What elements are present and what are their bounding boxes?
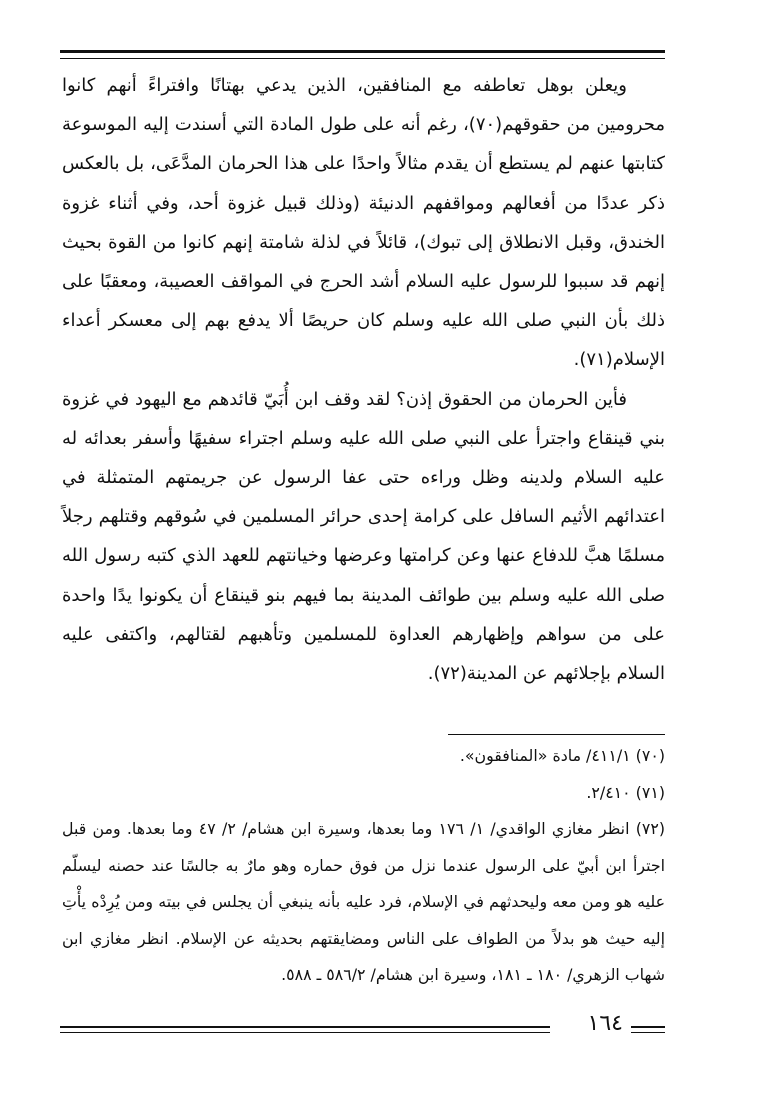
footer-rule-left [60, 1026, 550, 1033]
page-number: ١٦٤ [587, 1011, 623, 1036]
footnote-72 [62, 811, 665, 994]
text-line: النبي صلى الله عليه وسلم كان حريصًا ألا يدفع بهم إلى معسكر أعداء الإسلام(٧١). [62, 310, 665, 371]
footnote-separator [448, 734, 665, 735]
header-rule-thick [60, 50, 665, 53]
text-line: وقبل الانطلاق إلى تبوك)، قائلاً في لذلة شامتة إنهم كانوا من القوة بحيث إنهم قد [62, 231, 665, 293]
page-footer [60, 1011, 665, 1045]
text-line: بني قينقاع واجترأ على النبي صلى الله عليه وسلم اجتراء سفيهًا وأسفر بعدائه له [62, 427, 665, 449]
footnote-line: بيته ومن يُرِدْه يأْتِ إليه حيث هو بدلاً من الطواف على الناس ومضايقتهم بحديثه عن [62, 892, 665, 948]
footnote-line: (٧٢) انظر مغازي الواقدي/ ١/ ١٧٦ وما بعدها، وسيرة ابن هشام/ ٢/ ٤٧ وما بعدها. [126, 819, 666, 838]
paragraph-2 [62, 380, 665, 694]
footnote-line: ٥٨٨. [281, 965, 312, 984]
text-line: عن المدينة(٧٢). [427, 663, 548, 685]
text-line: للدفاع عنها وعن كرامتها وعرضها وخيانتهم للعهد الذي كتبه رسول الله صلى الله [62, 545, 666, 606]
text-line: فأين الحرمان من الحقوق إذن؟ لقد وقف ابن أُبَيّ قائدهم مع اليهود في غزوة [62, 388, 627, 410]
text-line: عنهم لم يستطع أن يقدم مثالاً واحدًا على هذا الحرمان المدَّعَى، بل بالعكس ذكر [62, 153, 665, 214]
text-line: عددًا من أفعالهم ومواقفهم الدنيئة (وذلك قبيل غزوة أحد، وفي أثناء غزوة الخندق، [62, 192, 665, 253]
main-text [62, 66, 665, 693]
text-line: ويعلن بوهل تعاطفه مع المنافقين، الذين يدعي بهتانًا وافتراءً أنهم كانوا [62, 75, 627, 96]
footnote-line: ومن قبل اجترأ ابن أبيّ على الرسول عندما نزل من فوق حماره وهو مارٌ به جالسًا عند [62, 819, 665, 875]
paragraph-1 [62, 66, 665, 380]
footer-rule-right [631, 1026, 665, 1033]
text-line: سببوا للرسول عليه السلام أشد الحرج في المواقف العصيبة، ومعقبًا على ذلك بأن [62, 271, 665, 332]
text-line: عليه وسلم بين طوائف المدينة بما فيهم بنو قينقاع أن يكونوا يدًا واحدة على من [62, 584, 665, 645]
text-line: عليه السلام ولدينه وظل وراءه حتى عفا الرسول عن جريمتهم المتمثلة في اعتدائهم [62, 467, 665, 528]
footnote-71: (٧١) ٢/٤١٠. [586, 782, 665, 802]
footnotes [62, 738, 665, 994]
footnote-70: (٧٠) ٤١١/١/ مادة «المنافقون». [459, 746, 665, 765]
text-line: الأثيم السافل على كرامة إحدى حرائر المسلمين في سُوقهم وقتلهم رجلاً مسلمًا هبَّ [62, 506, 665, 567]
footnote-line: حصنه ليسلّم عليه هو ومن معه وليحدثهم في الإسلام، فرد عليه بأنه ينبغي أن يجلس في [62, 855, 665, 911]
text-line: محرومين من حقوقهم(٧٠)، رغم أنه على طول المادة التي أسندت إليه الموسوعة كتابتها [62, 114, 665, 175]
header-rule-thin [60, 58, 665, 59]
text-line: سواهم وإظهارهم العداوة للمسلمين وتأهبهم لقتالهم، واكتفى عليه السلام بإجلائهم [62, 623, 665, 685]
footnote-line: الإسلام. انظر مغازي ابن شهاب الزهري/ ١٨٠ ـ ١٨١، وسيرة ابن هشام/ ٥٨٦/٢ ـ [62, 928, 665, 984]
